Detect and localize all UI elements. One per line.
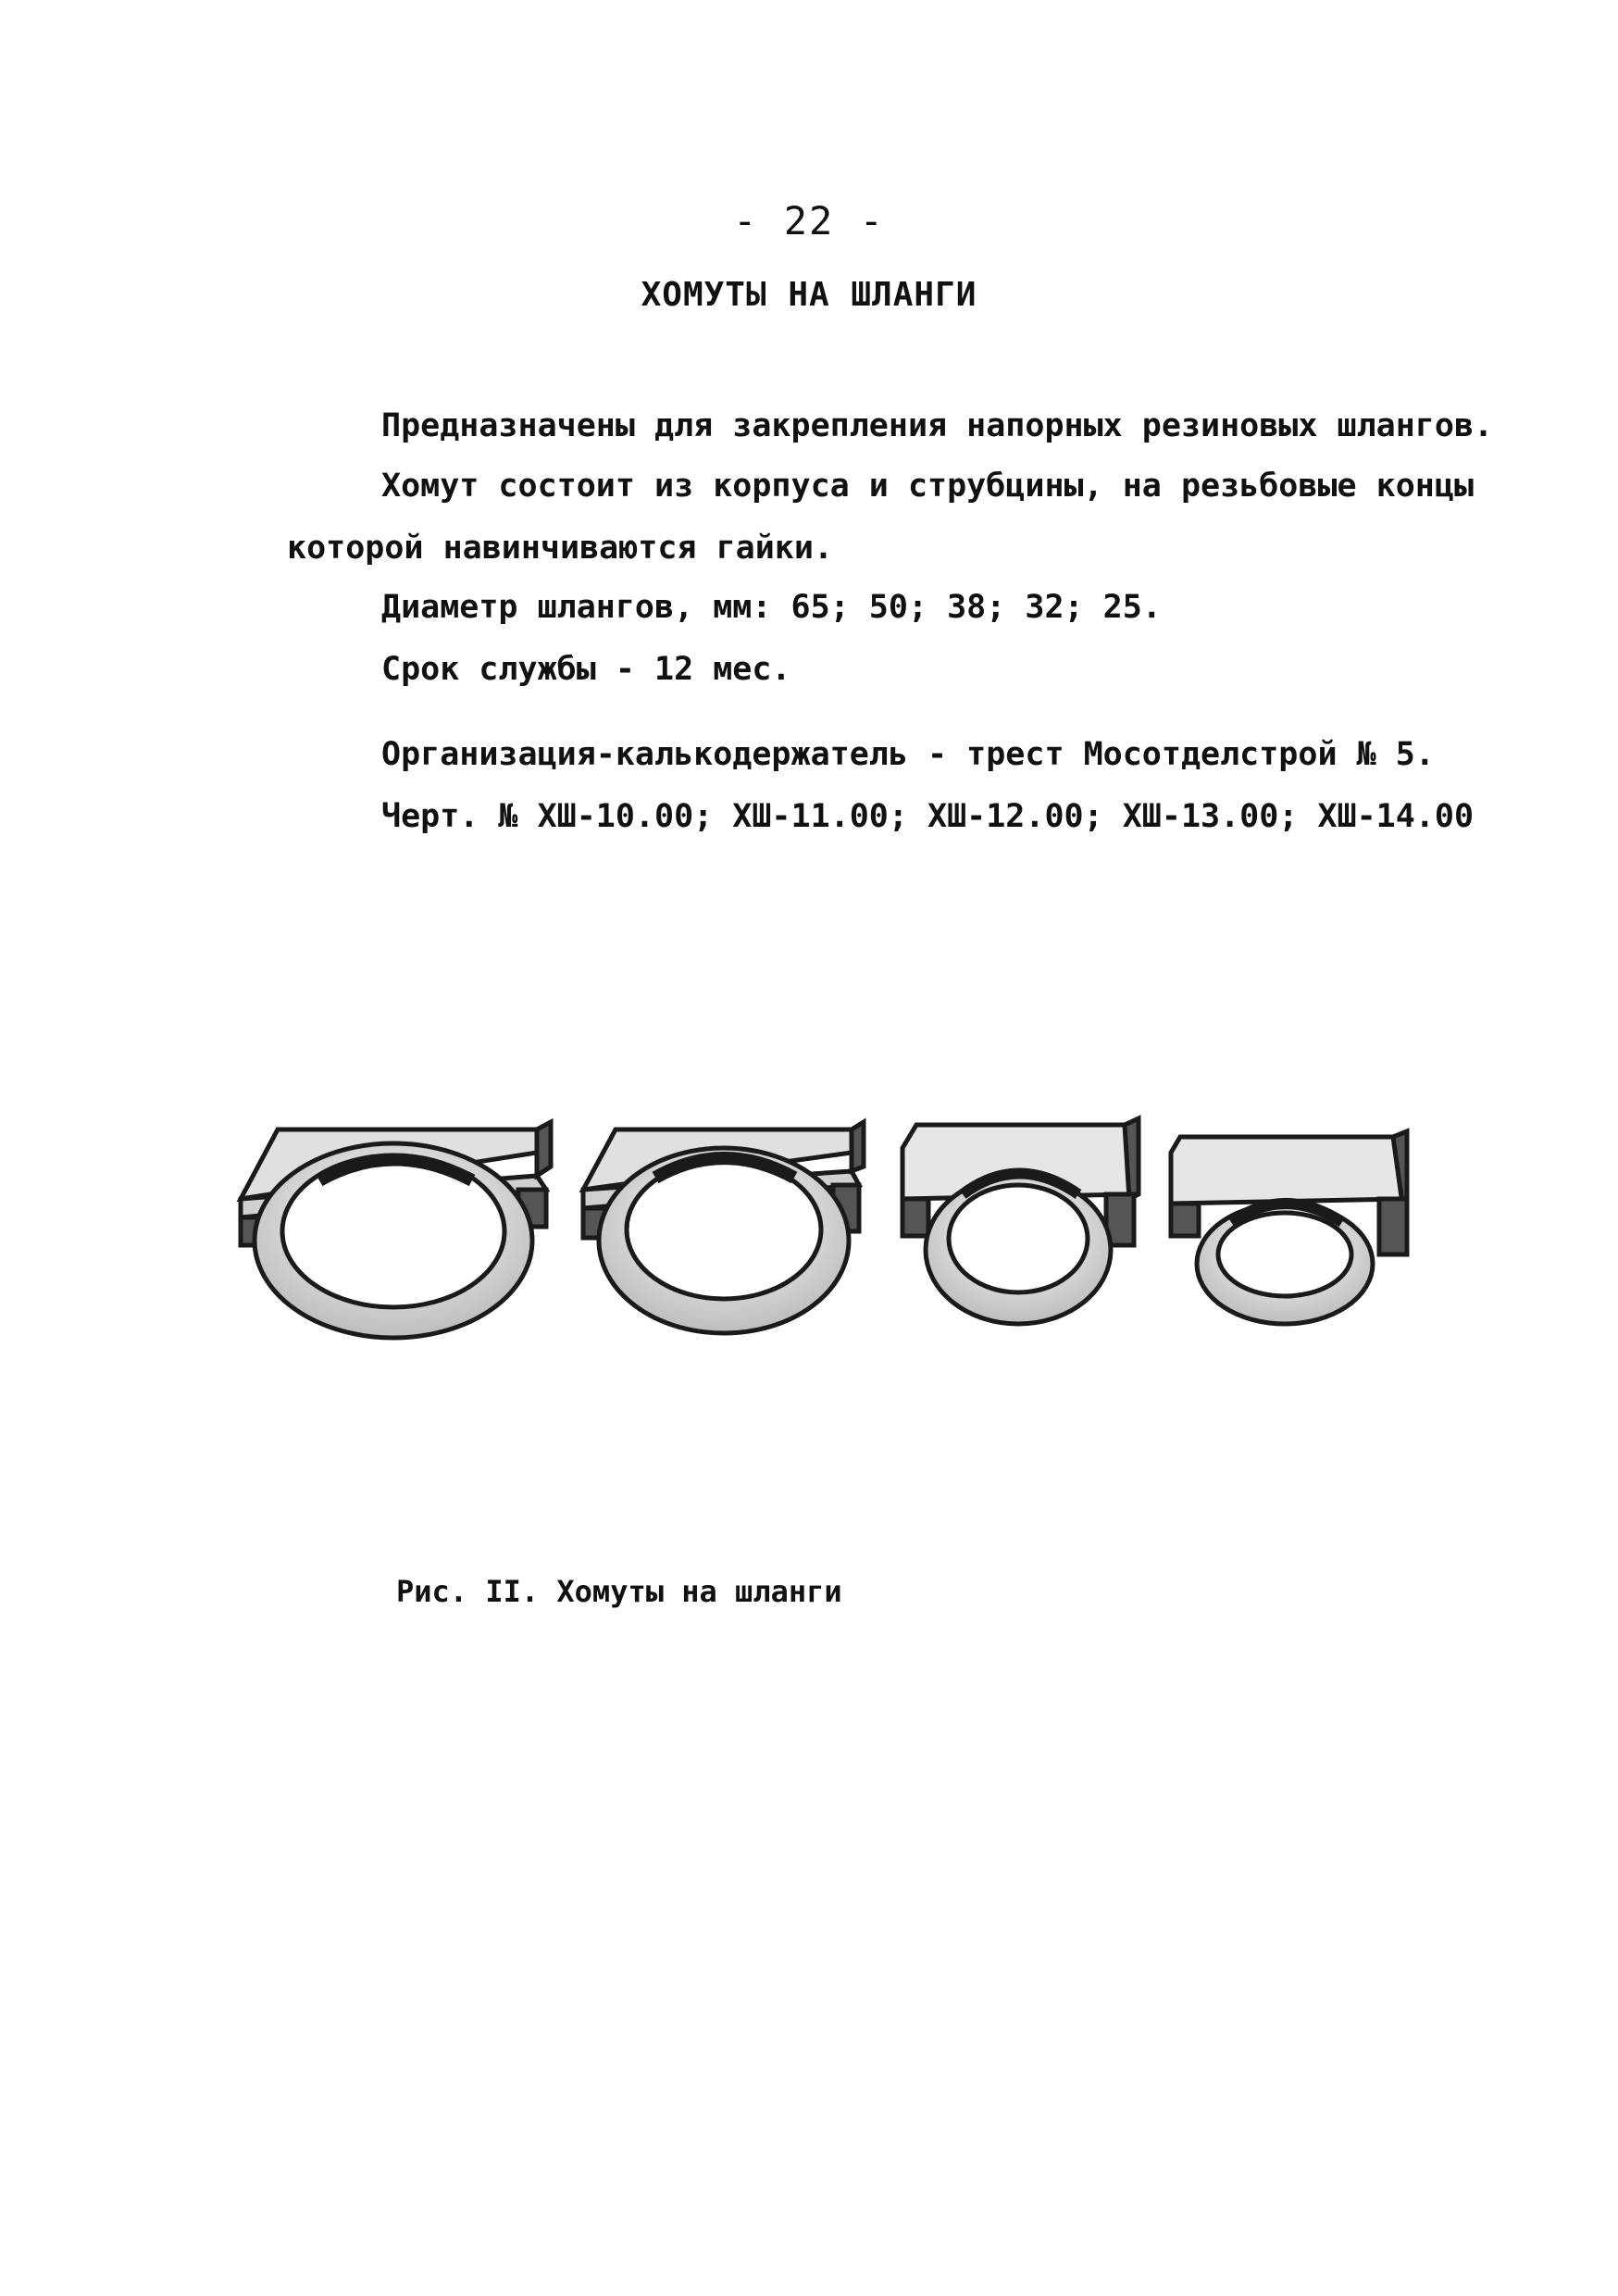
service-life-text: Срок службы - 12 мес. xyxy=(381,651,791,688)
diameter-text: Диаметр шлангов, мм: 65; 50; 38; 32; 25. xyxy=(381,589,1162,626)
page-title: ХОМУТЫ НА ШЛАНГИ xyxy=(641,276,977,314)
hose-clamp-3 xyxy=(902,1118,1139,1324)
page-number: - 22 - xyxy=(733,198,885,243)
figure-caption: Рис. II. Хомуты на шланги xyxy=(396,1574,842,1609)
hose-clamp-1 xyxy=(241,1122,551,1338)
composition-text: Хомут состоит из корпуса и струбцины, на резьбовые концы xyxy=(381,468,1475,505)
hose-clamp-4 xyxy=(1171,1131,1407,1324)
hose-clamps-figure xyxy=(213,1111,1444,1361)
drawing-numbers-text: Черт. № ХШ-10.00; ХШ-11.00; ХШ-12.00; ХШ-13.00; ХШ-14.00 xyxy=(381,798,1475,835)
organization-text: Организация-калькодержатель - трест Мосотделстрой № 5. xyxy=(381,736,1435,773)
purpose-text: Предназначены для закрепления напорных резиновых шлангов. xyxy=(381,407,1494,444)
hose-clamp-2 xyxy=(583,1122,864,1333)
composition-text-continued: которой навинчиваются гайки. xyxy=(287,530,834,567)
